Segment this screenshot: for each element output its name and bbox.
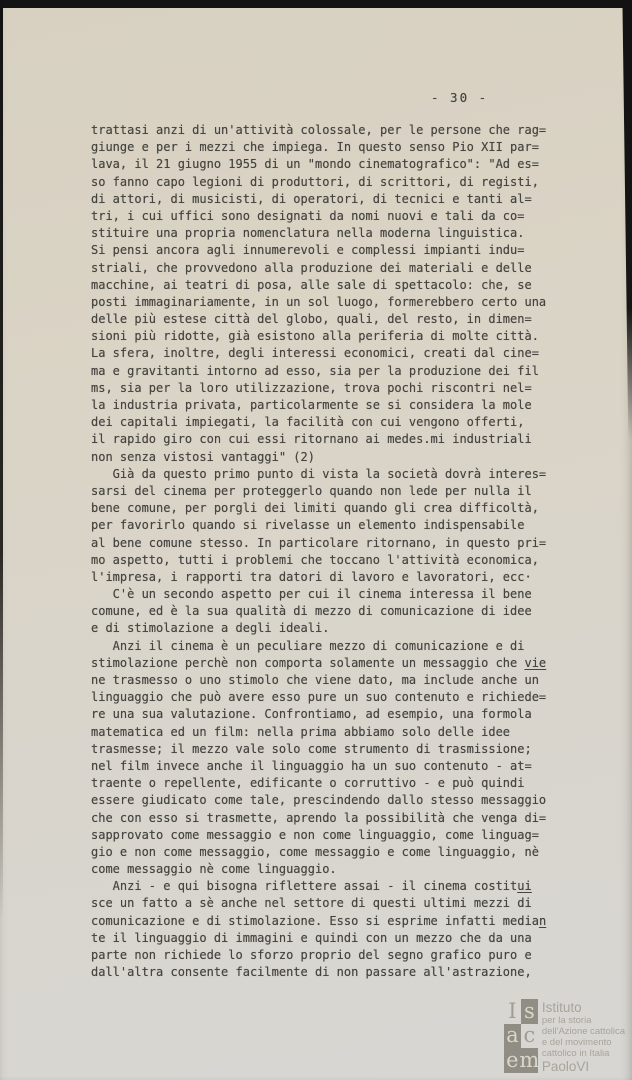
text-line: macchine, ai teatri di posa, alle sale di spettacolo: che, se [91, 277, 532, 292]
text-line: che con esso si trasmette, aprendo la possibilità che venga di= [91, 810, 547, 825]
text-line: lava, il 21 giugno 1955 di un "mondo cinematografico": "Ad es= [91, 157, 539, 172]
text-line: sce un fatto a sè anche nel settore di questi ultimi mezzi di [91, 896, 532, 911]
text-line: bene comune, per porgli dei limiti quando gli crea difficoltà, [91, 501, 539, 516]
text-line: al bene comune stesso. In particolare ritornano, in questo pri= [91, 535, 547, 550]
text-line: comunicazione e di stimolazione. Esso si esprime infatti median [91, 913, 547, 928]
text-line: La sfera, inoltre, degli interessi economici, creati dal cine= [91, 346, 539, 361]
text-line: ms, sia per la loro utilizzazione, trova pochi riscontri nel= [91, 380, 532, 395]
text-line: trattasi anzi di un'attività colossale, per le persone che rag= [91, 123, 547, 137]
logo-letter: e [504, 1048, 521, 1073]
text-line: re una sua valutazione. Confrontiamo, ad esempio, una formola [91, 707, 532, 722]
text-line: giunge e per i mezzi che impiega. In questo senso Pio XII par= [91, 140, 539, 155]
text-line: te il linguaggio di immagini e quindi con un mezzo che da una [91, 930, 532, 945]
logo-letter: c [523, 1023, 536, 1048]
page-number: - 30 - [431, 90, 489, 105]
text-line: ne trasmesso o uno stimolo che viene dato, ma include anche un [91, 673, 539, 687]
watermark-caption [542, 999, 625, 1075]
isacem-logo-icon [504, 999, 538, 1075]
text-line: Anzi il cinema è un peculiare mezzo di comunicazione e di [91, 638, 525, 653]
text-line: l'impresa, i rapporti tra datori di lavoro e lavoratori, ecc· [91, 569, 532, 584]
text-line: dall'altra consente facilmente di non passare all'astrazione, [91, 965, 532, 980]
document-text [91, 122, 571, 981]
text-line: essere giudicato come tale, prescindendo dallo stesso messaggio [91, 793, 547, 808]
text-line: gio e non come messaggio, come messaggio e come linguaggio, nè [91, 844, 539, 859]
text-line: la industria privata, particolarmente se si considera la mole [91, 398, 532, 412]
logo-letter: a [504, 1024, 521, 1049]
archive-watermark [504, 999, 625, 1075]
text-line: Già da questo primo punto di vista la società dovrà interes= [91, 466, 547, 481]
text-line: sarsi del cinema per proteggerlo quando non lede per nulla il [91, 483, 532, 498]
text-line: so fanno capo legioni di produttori, di scrittori, di registi, [91, 174, 539, 189]
text-line: parte non richiede lo sforzo proprio del segno grafico puro e [91, 948, 532, 962]
text-line: di attori, di musicisti, di operatori, di tecnici e tanti al= [91, 191, 532, 206]
text-line: Si pensi ancora agli innumerevoli e complessi impianti indu= [91, 243, 525, 258]
text-line: traente o repellente, edificante o corruttivo - e può quindi [91, 776, 525, 791]
scan-edge-top [0, 0, 632, 8]
watermark-caption-line: Istituto [541, 1000, 582, 1015]
text-line: stimolazione perchè non comporta solamente un messaggio che vie [91, 655, 547, 670]
watermark-caption-line: e del movimento [541, 1037, 612, 1048]
watermark-caption-line: per la storia [541, 1015, 592, 1026]
text-line: nel film invece anche il linguaggio ha un suo contenuto - at= [91, 758, 532, 773]
text-line: e di stimolazione a degli ideali. [91, 621, 330, 636]
watermark-caption-line: dell'Azione cattolica [541, 1026, 625, 1037]
logo-letter: I [508, 998, 517, 1023]
text-line: ma e gravitanti intorno ad esso, sia per la produzione dei fil [91, 363, 539, 378]
scan-edge-left [0, 0, 3, 920]
text-line: trasmesse; il mezzo vale solo come strumento di trasmissione; [91, 741, 532, 756]
text-line: striali, che provvedono alla produzione dei materiali e delle [91, 260, 532, 275]
text-line: tri, i cui uffici sono designati da nomi nuovi e tali da co= [91, 208, 525, 223]
logo-letter: m [519, 1047, 540, 1072]
logo-letter: s [521, 999, 538, 1024]
text-line: C'è un secondo aspetto per cui il cinema interessa il bene [91, 587, 532, 602]
text-line: come messaggio nè come linguaggio. [91, 862, 337, 877]
text-line: delle più estese città del globo, quali, del resto, in dimen= [91, 312, 532, 327]
text-line: Anzi - e qui bisogna riflettere assai - il cinema costitui [91, 879, 532, 894]
text-line: mo aspetto, tutti i problemi che toccano l'attività economica, [91, 552, 539, 567]
text-line: dei capitali impiegati, la facilità con cui vengono offerti, [91, 415, 525, 430]
text-line: linguaggio che può avere esso pure un suo contenuto e richiede= [91, 690, 547, 705]
text-line: sioni più ridotte, già esistono alla periferia di molte città. [91, 329, 539, 344]
text-line: stituire una propria nomenclatura nella moderna linguistica. [91, 226, 525, 241]
text-line: matematica ed un film: nella prima abbiamo solo delle idee [91, 724, 511, 739]
text-line: sapprovato come messaggio e non come linguaggio, come linguag= [91, 827, 539, 842]
text-line: posti immaginariamente, in un sol luogo, formerebbero certo una [91, 294, 547, 309]
text-line: comune, ed è la sua qualità di mezzo di comunicazione di idee [91, 604, 532, 619]
watermark-caption-line: cattolico in Italia [541, 1048, 610, 1059]
text-line: non senza vistosi vantaggi" (2) [91, 449, 315, 464]
text-line: il rapido giro con cui essi ritornano ai medes.mi industriali [91, 432, 532, 447]
text-line: per favorirlo quando si rivelasse un elemento indispensabile [91, 518, 525, 533]
watermark-caption-line: PaoloVI [541, 1059, 590, 1074]
